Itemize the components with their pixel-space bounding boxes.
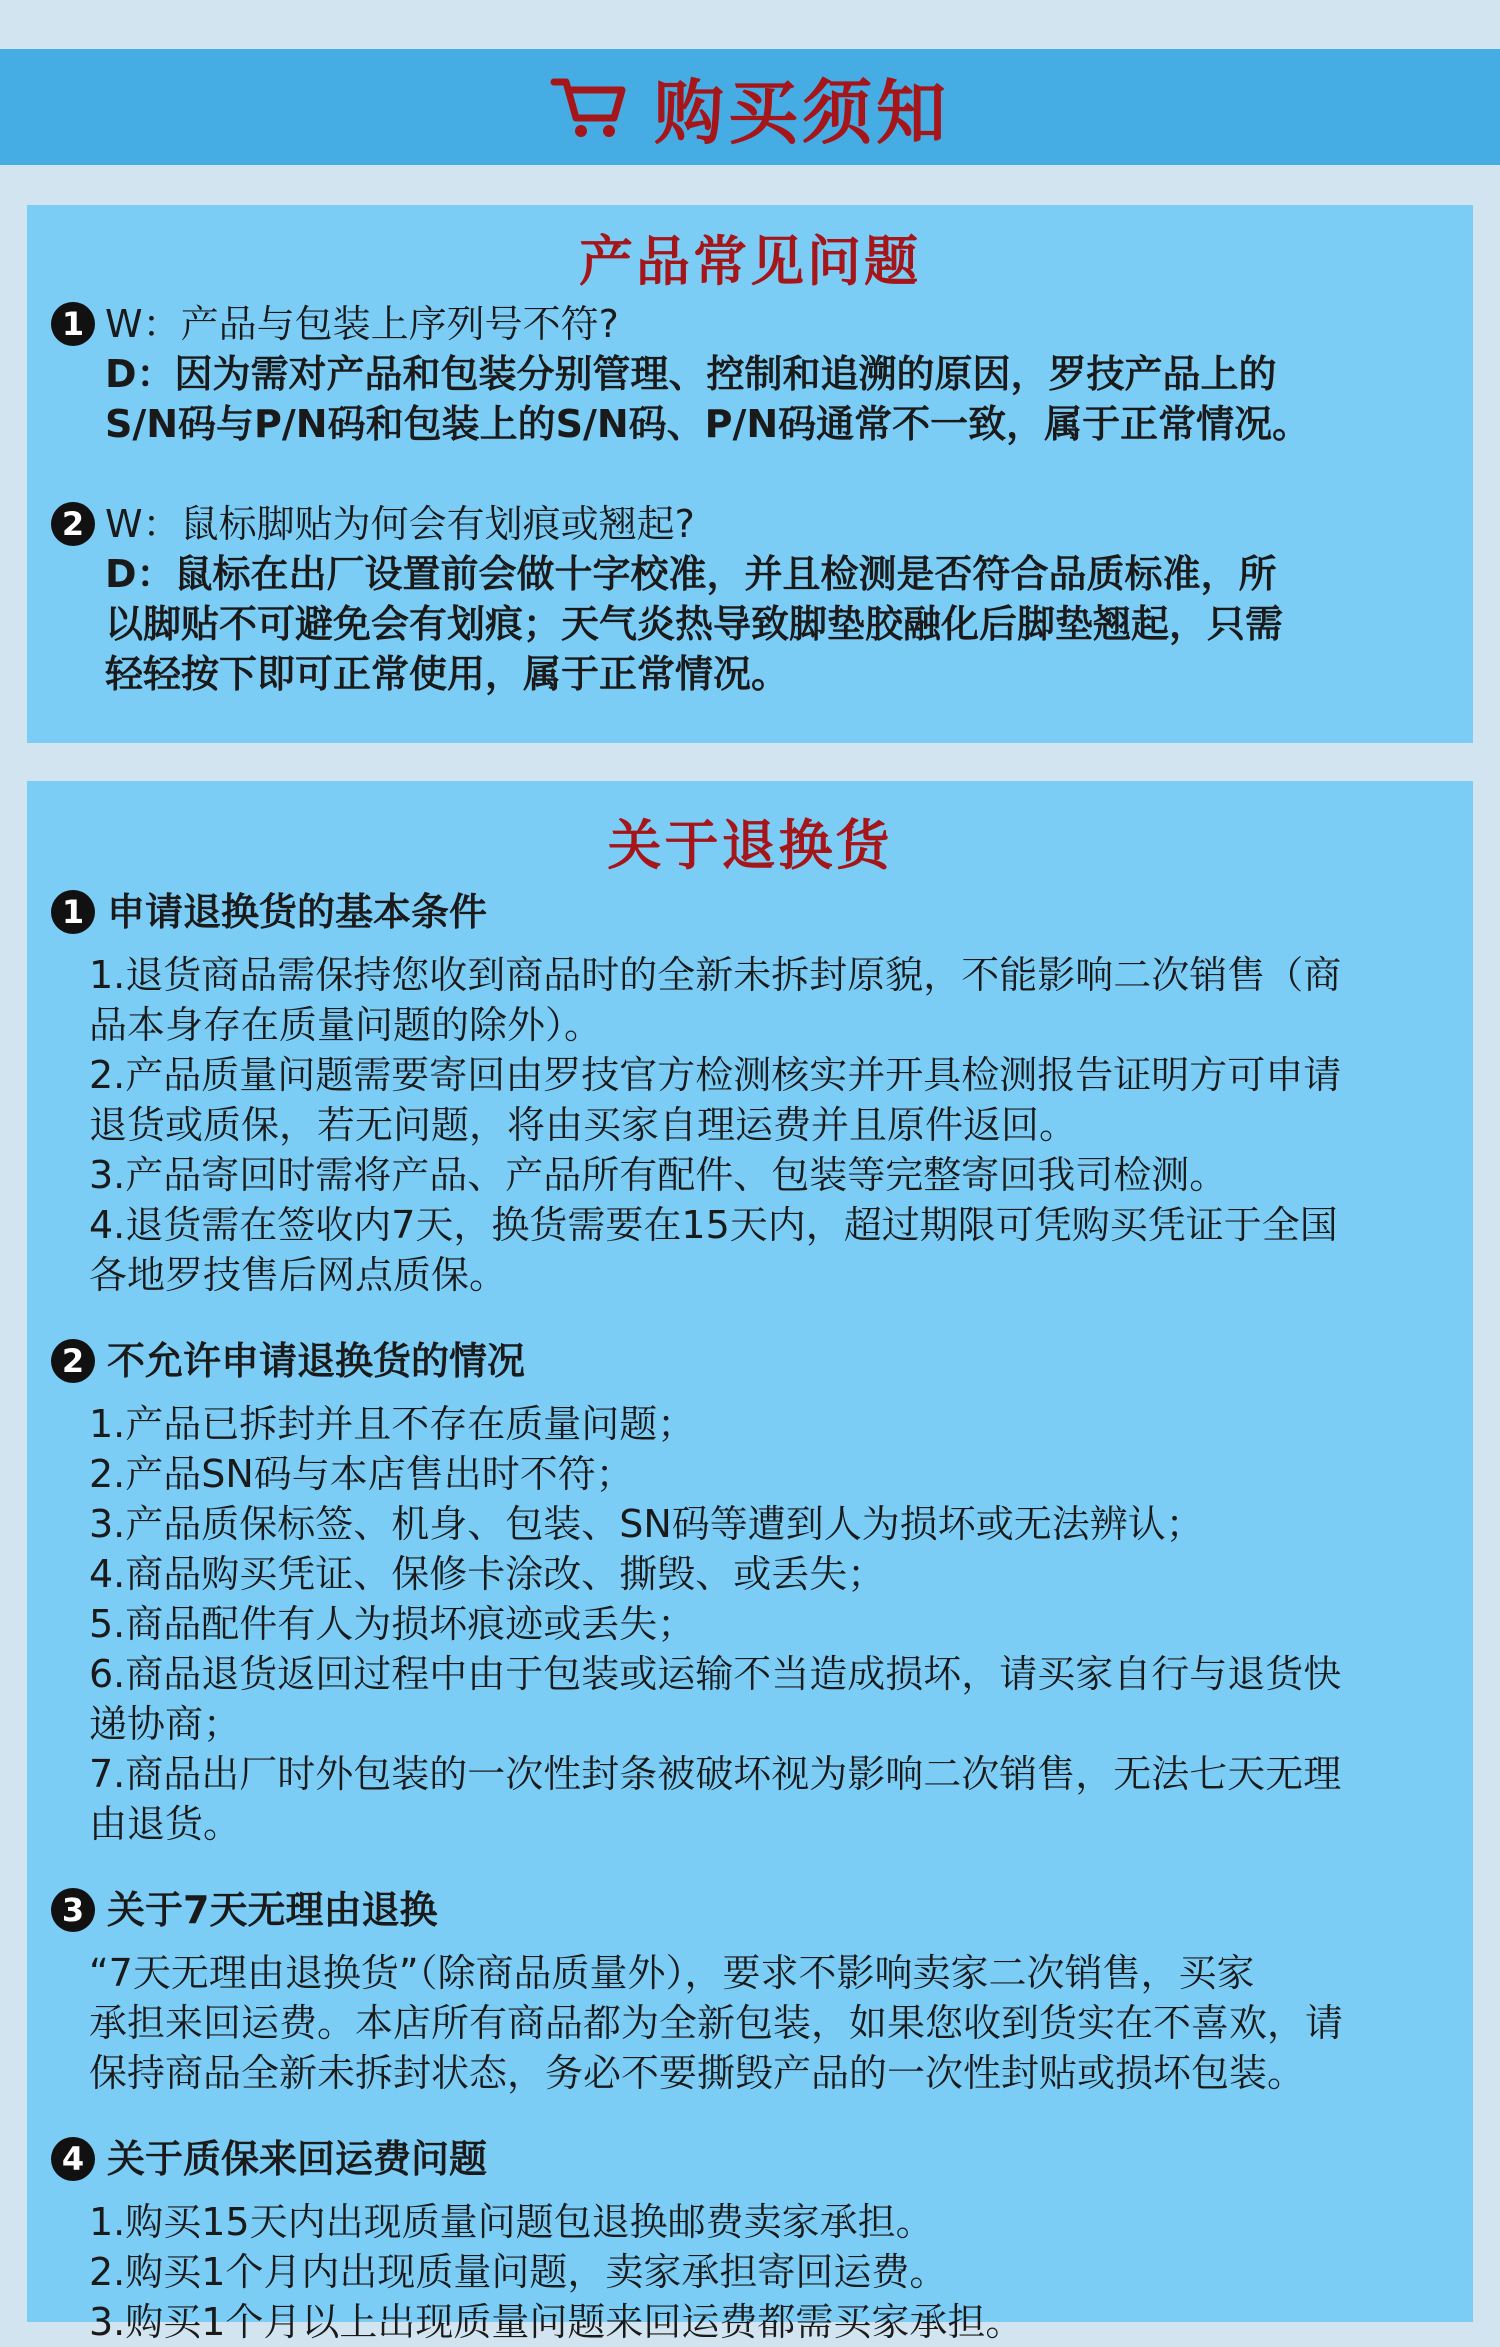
header-banner	[0, 49, 1500, 165]
returns-title: 关于退换货	[607, 814, 893, 877]
section-heading: 不允许申请退换货的情况	[107, 1339, 526, 1383]
faq-panel	[27, 205, 1473, 743]
page-title: 购买须知	[654, 71, 950, 154]
faq-answer-line: D：因为需对产品和包装分别管理、控制和追溯的原因，罗技产品上的	[105, 352, 1277, 396]
faq-answer-line: 轻轻按下即可正常使用，属于正常情况。	[105, 652, 790, 696]
faq-answer-line: S/N码与P/N码和包装上的S/N码、P/N码通常不一致，属于正常情况。	[105, 402, 1311, 446]
faq-item	[51, 299, 1473, 449]
list-line: 2.购买1个月内出现质量问题，卖家承担寄回运费。	[89, 2250, 948, 2294]
number-badge: 1	[51, 890, 95, 934]
list-line: 7.商品出厂时外包装的一次性封条被破坏视为影响二次销售，无法七天无理	[89, 1752, 1342, 1796]
list-line: 5.商品配件有人为损坏痕迹或丢失；	[89, 1602, 696, 1646]
list-line: 各地罗技售后网点质保。	[89, 1253, 508, 1297]
list-line: 3.产品寄回时需将产品、产品所有配件、包装等完整寄回我司检测。	[89, 1153, 1228, 1197]
list-line: 2.产品质量问题需要寄回由罗技官方检测核实并开具检测报告证明方可申请	[89, 1053, 1342, 1097]
list-line: 1.退货商品需保持您收到商品时的全新未拆封原貌，不能影响二次销售（商	[89, 953, 1342, 997]
number-badge: 4	[51, 2137, 95, 2181]
number-badge: 3	[51, 1888, 95, 1932]
faq-answer-line: 以脚贴不可避免会有划痕；天气炎热导致脚垫胶融化后脚垫翘起，只需	[105, 602, 1284, 646]
section-heading: 关于7天无理由退换	[107, 1888, 438, 1932]
number-badge: 2	[51, 1339, 95, 1383]
list-line: 6.商品退货返回过程中由于包装或运输不当造成损坏，请买家自行与退货快	[89, 1652, 1342, 1696]
returns-section	[51, 887, 1473, 1300]
list-line: 2.产品SN码与本店售出时不符；	[89, 1452, 634, 1496]
returns-section	[51, 1336, 1473, 1849]
list-line: 由退货。	[89, 1802, 242, 1846]
list-line: 4.退货需在签收内7天，换货需要在15天内，超过期限可凭购买凭证于全国	[89, 1203, 1338, 1247]
faq-item	[51, 499, 1473, 699]
returns-section	[51, 2134, 1473, 2347]
list-line: “7天无理由退换货”（除商品质量外），要求不影响卖家二次销售，买家	[89, 1951, 1255, 1995]
faq-title: 产品常见问题	[579, 230, 921, 293]
number-badge: 2	[51, 502, 95, 546]
list-line: 1.产品已拆封并且不存在质量问题；	[89, 1402, 696, 1446]
section-heading: 申请退换货的基本条件	[107, 890, 488, 934]
section-heading: 关于质保来回运费问题	[107, 2137, 488, 2181]
list-line: 递协商；	[89, 1702, 242, 1746]
list-line: 退货或质保，若无问题，将由买家自理运费并且原件返回。	[89, 1103, 1078, 1147]
number-badge: 1	[51, 302, 95, 346]
returns-panel	[27, 781, 1473, 2344]
list-line: 3.产品质保标签、机身、包装、SN码等遭到人为损坏或无法辨认；	[89, 1502, 1204, 1546]
list-line: 保持商品全新未拆封状态，务必不要撕毁产品的一次性封贴或损坏包装。	[89, 2051, 1306, 2095]
cart-icon	[550, 72, 628, 142]
list-line: 承担来回运费。本店所有商品都为全新包装，如果您收到货实在不喜欢，请	[89, 2001, 1344, 2045]
faq-answer-line: D：鼠标在出厂设置前会做十字校准，并且检测是否符合品质标准，所	[105, 552, 1277, 596]
faq-question: W：产品与包装上序列号不符?	[105, 302, 619, 346]
faq-question: W：鼠标脚贴为何会有划痕或翘起?	[105, 502, 695, 546]
returns-section	[51, 1885, 1473, 2098]
list-line: 品本身存在质量问题的除外）。	[89, 1003, 603, 1047]
list-line: 1.购买15天内出现质量问题包退换邮费卖家承担。	[89, 2200, 934, 2244]
list-line: 3.购买1个月以上出现质量问题来回运费都需买家承担。	[89, 2300, 1024, 2344]
list-line: 4.商品购买凭证、保修卡涂改、撕毁、或丢失；	[89, 1552, 886, 1596]
